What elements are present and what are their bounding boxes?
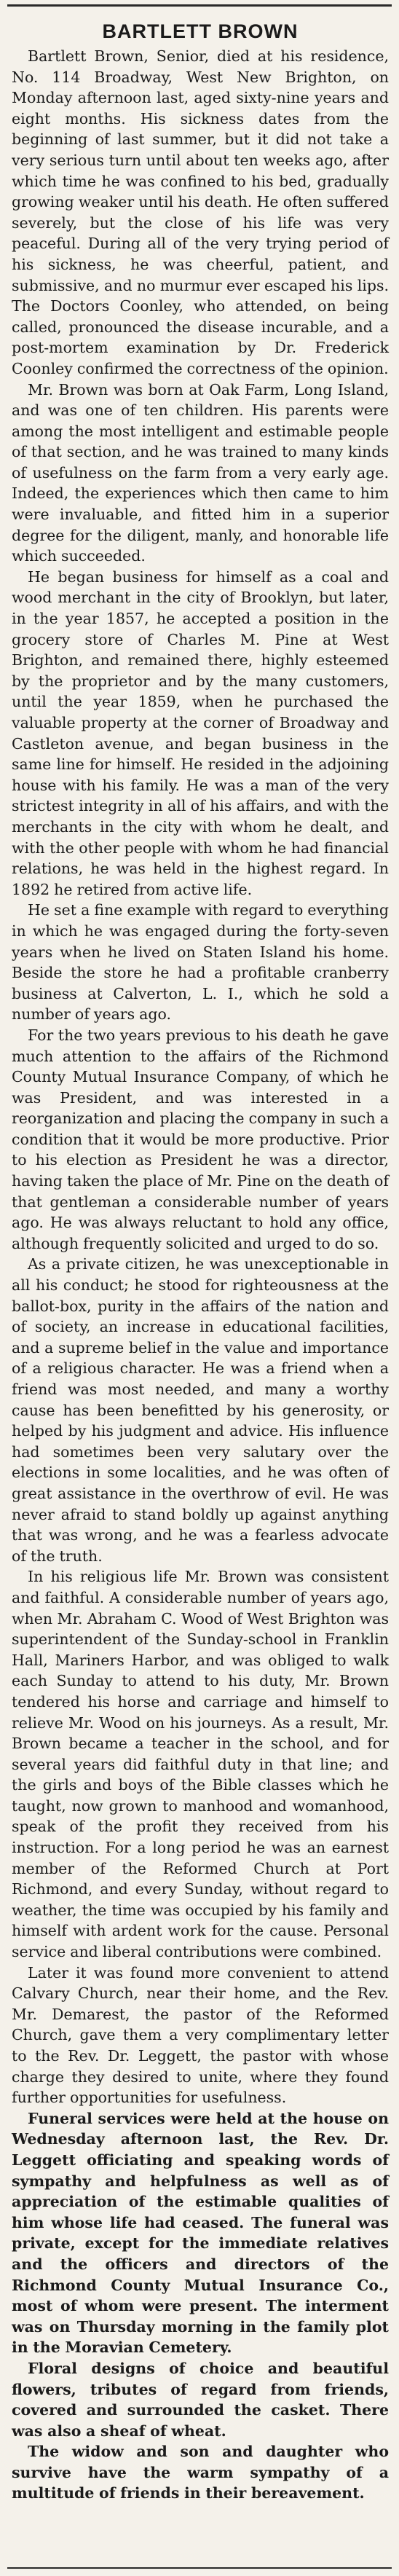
paragraph-death-notice: Bartlett Brown, Senior, died at his residence, No. 114 Broadway, West New Brighton, on Monday afternoon last, aged sixty-nine years and eight months. His sickness dates from the beginning of last summer, but it did not take a very serious turn until about ten weeks ago, after which time he was confined to his bed, gradually growing weaker until his death. He often suffered severely, but the close of his life was very peaceful. During all of the very trying period of his sickness, he was cheerful, patient, and submissive, and no murmur ever escaped his lips. The Doctors Coonley, who attended, on being called, pronounced the disease incurable, and a post-mortem examination by Dr. Frederick Coonley confirmed the correctness of the opinion. <box>12 47 389 377</box>
bottom-column-rule <box>7 2567 392 2569</box>
paragraph-insurance-company: For the two years previous to his death he gave much attention to the affairs of the Richmond County Mutual Insurance Company, of which he was President, and was interested in a reorganization and placing the company in such a condition that it would be more productive. Prior to his election as President he was a director, having taken the place of Mr. Pine on the death of that gentleman a considerable number of years ago. He was always reluctant to hold any office, although frequently solicited and urged to do so. <box>12 1026 389 1252</box>
paragraph-example: He set a fine example with regard to everything in which he was engaged during the forty-seven years when he lived on Staten Island his home. Beside the store he had a profitable cranberry business at Calverton, L. I., which he sold a number of years ago. <box>12 901 389 1024</box>
paragraph-private-citizen: As a private citizen, he was unexceptionable in all his conduct; he stood for righteousness at the ballot-box, purity in the affairs of the nation and of society, an increase in educational facilities, and a supreme belief in the value and importance of a religious character. He was a friend when a friend was most needed, and many a worthy cause has been benefitted by his generosity, or helped by his judgment and advice. His influence had sometimes been very salutary over the elections in some localities, and he was often of great assistance in the overthrow of evil. He was never afraid to stand boldly up against anything that was wrong, and he was a fearless advocate of the truth. <box>12 1255 389 1565</box>
paragraph-religious-life: In his religious life Mr. Brown was consistent and faithful. A considerable number of years ago, when Mr. Abraham C. Wood of West Brighton was superintendent of the Sunday-school in Franklin Hall, Mariners Harbor, and was obliged to walk each Sunday to attend to his duty, Mr. Brown tendered his horse and carriage and himself to relieve Mr. Wood on his journeys. As a result, Mr. Brown became a teacher in the school, and for several years did faithful duty in that line; and the girls and boys of the Bible classes which he taught, now grown to manhood and womanhood, speak of the profit they received from his instruction. For a long period he was an earnest member of the Reformed Church at Port Richmond, and every Sunday, without regard to weather, the time was occupied by his family and himself with ardent work for the cause. Personal service and liberal contributions were combined. <box>12 1568 389 1961</box>
paragraph-survivors: The widow and son and daughter who survive have the warm sympathy of a multitude of friends in their bereavement. <box>12 2443 389 2502</box>
paragraph-business-career: He began business for himself as a coal and wood merchant in the city of Brooklyn, but later, in the year 1857, he accepted a position in the grocery store of Charles M. Pine at West Brighton, and remained there, highly esteemed by the proprietor and by the many customers, until the year 1859, when he purchased the valuable property at the corner of Broadway and Castleton avenue, and began business in the same line for himself. He resided in the adjoining house with his family. He was a man of the very strictest integrity in all of his affairs, and with the merchants in the city with whom he dealt, and with the other people with whom he had financial relations, he was held in the highest regard. In 1892 he retired from active life. <box>12 568 389 898</box>
paragraph-early-life: Mr. Brown was born at Oak Farm, Long Island, and was one of ten children. His parents were among the most intelligent and estimable people of that section, and he was trained to many kinds of usefulness on the farm from a very early age. Indeed, the experiences which then came to him were invaluable, and fitted him in a superior degree for the diligent, manly, and honorable life which succeeded. <box>12 380 389 565</box>
paragraph-funeral-services: Funeral services were held at the house on Wednesday afternoon last, the Rev. Dr. Leggett officiating and speaking words of sympathy and helpfulness as well as of appreciation of the estimable qualities of him whose life had ceased. The funeral was private, except for the immediate relatives and the officers and directors of the Richmond County Mutual Insurance Co., most of whom were present. The interment was on Thursday morning in the family plot in the Moravian Cemetery. <box>12 2109 389 2357</box>
top-column-rule <box>7 4 392 7</box>
article-body <box>12 46 389 2504</box>
paragraph-floral-designs: Floral designs of choice and beautiful flowers, tributes of regard from friends, covered and surrounded the casket. There was also a sheaf of wheat. <box>12 2359 389 2440</box>
headline: BARTLETT BROWN <box>102 20 299 42</box>
paragraph-calvary-church: Later it was found more convenient to attend Calvary Church, near their home, and the Rev. Mr. Demarest, the pastor of the Reformed Church, gave them a very complimentary letter to the Rev. Dr. Leggett, the pastor with whose charge they desired to unite, where they found further opportunities for usefulness. <box>12 1963 389 2107</box>
